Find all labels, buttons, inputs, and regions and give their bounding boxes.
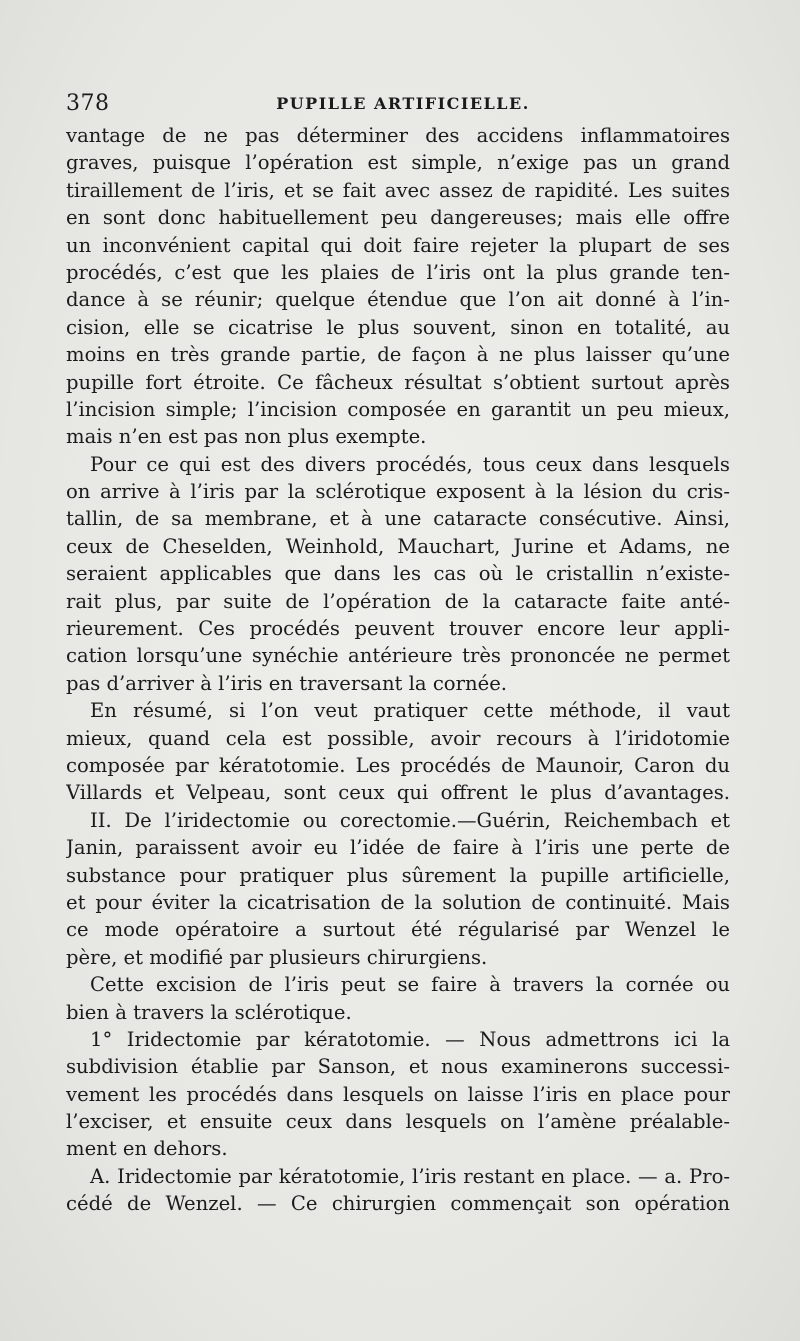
text-line: graves, puisque l’opération est simple, n’exige pas un grand xyxy=(66,151,730,175)
text-line: cédé de Wenzel. — Ce chirurgien commençait son opération xyxy=(66,1192,730,1216)
text-line: l’incision simple; l’incision composée en garantit un peu mieux, xyxy=(66,397,730,421)
text-line: II. De l’iridectomie ou corectomie.—Guérin, Reichembach et xyxy=(90,808,730,832)
text-line: Villards et Velpeau, sont ceux qui offrent le plus d’avantages. xyxy=(66,781,730,805)
text-line: tiraillement de l’iris, et se fait avec assez de rapidité. Les suites xyxy=(66,178,730,202)
text-line: substance pour pratiquer plus sûrement la pupille artificielle, xyxy=(66,863,730,887)
text-line: dance à se réunir; quelque étendue que l’on ait donné à l’in- xyxy=(66,288,730,312)
text-line: cation lorsqu’une synéchie antérieure très prononcée ne permet xyxy=(66,644,730,668)
text-line: on arrive à l’iris par la sclérotique exposent à la lésion du cris- xyxy=(66,480,730,504)
text-line: En résumé, si l’on veut pratiquer cette méthode, il vaut xyxy=(90,699,730,723)
text-line: Pour ce qui est des divers procédés, tous ceux dans lesquels xyxy=(90,452,730,476)
text-line: moins en très grande partie, de façon à ne plus laisser qu’une xyxy=(66,343,730,367)
text-line: Cette excision de l’iris peut se faire à travers la cornée ou xyxy=(90,973,730,997)
text-line: père, et modifié par plusieurs chirurgiens. xyxy=(66,945,488,969)
text-line: vement les procédés dans lesquels on laisse l’iris en place pour xyxy=(66,1082,730,1106)
text-line: bien à travers la sclérotique. xyxy=(66,1000,352,1024)
text-line: seraient applicables que dans les cas où le cristallin n’existe- xyxy=(66,562,730,586)
running-head: PUPILLE ARTIFICIELLE. xyxy=(276,93,530,113)
text-line: en sont donc habituellement peu dangereuses; mais elle offre xyxy=(66,206,730,230)
text-line: un inconvénient capital qui doit faire rejeter la plupart de ses xyxy=(66,233,730,257)
page-number: 378 xyxy=(66,90,110,116)
body-text xyxy=(66,122,730,1218)
page-header xyxy=(66,86,730,120)
text-line: subdivision établie par Sanson, et nous examinerons successi- xyxy=(66,1055,730,1079)
text-line: mieux, quand cela est possible, avoir recours à l’iridotomie xyxy=(66,726,730,750)
text-line: rieurement. Ces procédés peuvent trouver encore leur appli- xyxy=(66,617,730,641)
text-line: ce mode opératoire a surtout été régularisé par Wenzel le xyxy=(66,918,730,942)
text-line: tallin, de sa membrane, et à une cataracte consécutive. Ainsi, xyxy=(66,507,730,531)
text-line: A. Iridectomie par kératotomie, l’iris restant en place. — a. Pro- xyxy=(90,1164,730,1188)
text-line: ceux de Cheselden, Weinhold, Mauchart, Jurine et Adams, ne xyxy=(66,534,730,558)
text-line: Janin, paraissent avoir eu l’idée de faire à l’iris une perte de xyxy=(66,836,730,860)
text-line: cision, elle se cicatrise le plus souvent, sinon en totalité, au xyxy=(66,315,730,339)
text-line: 1° Iridectomie par kératotomie. — Nous admettrons ici la xyxy=(90,1027,730,1051)
text-line: composée par kératotomie. Les procédés de Maunoir, Caron du xyxy=(66,753,730,777)
text-line: pupille fort étroite. Ce fâcheux résultat s’obtient surtout après xyxy=(66,370,730,394)
text-line: pas d’arriver à l’iris en traversant la cornée. xyxy=(66,671,508,695)
text-line: et pour éviter la cicatrisation de la solution de continuité. Mais xyxy=(66,890,730,914)
text-line: ment en dehors. xyxy=(66,1137,228,1161)
text-line: mais n’en est pas non plus exempte. xyxy=(66,425,427,449)
text-line: vantage de ne pas déterminer des accidens inflammatoires xyxy=(66,124,730,147)
text-line: l’exciser, et ensuite ceux dans lesquels on l’amène préalable- xyxy=(66,1110,730,1134)
text-line: procédés, c’est que les plaies de l’iris ont la plus grande ten- xyxy=(66,260,730,284)
text-line: rait plus, par suite de l’opération de la cataracte faite anté- xyxy=(66,589,730,613)
